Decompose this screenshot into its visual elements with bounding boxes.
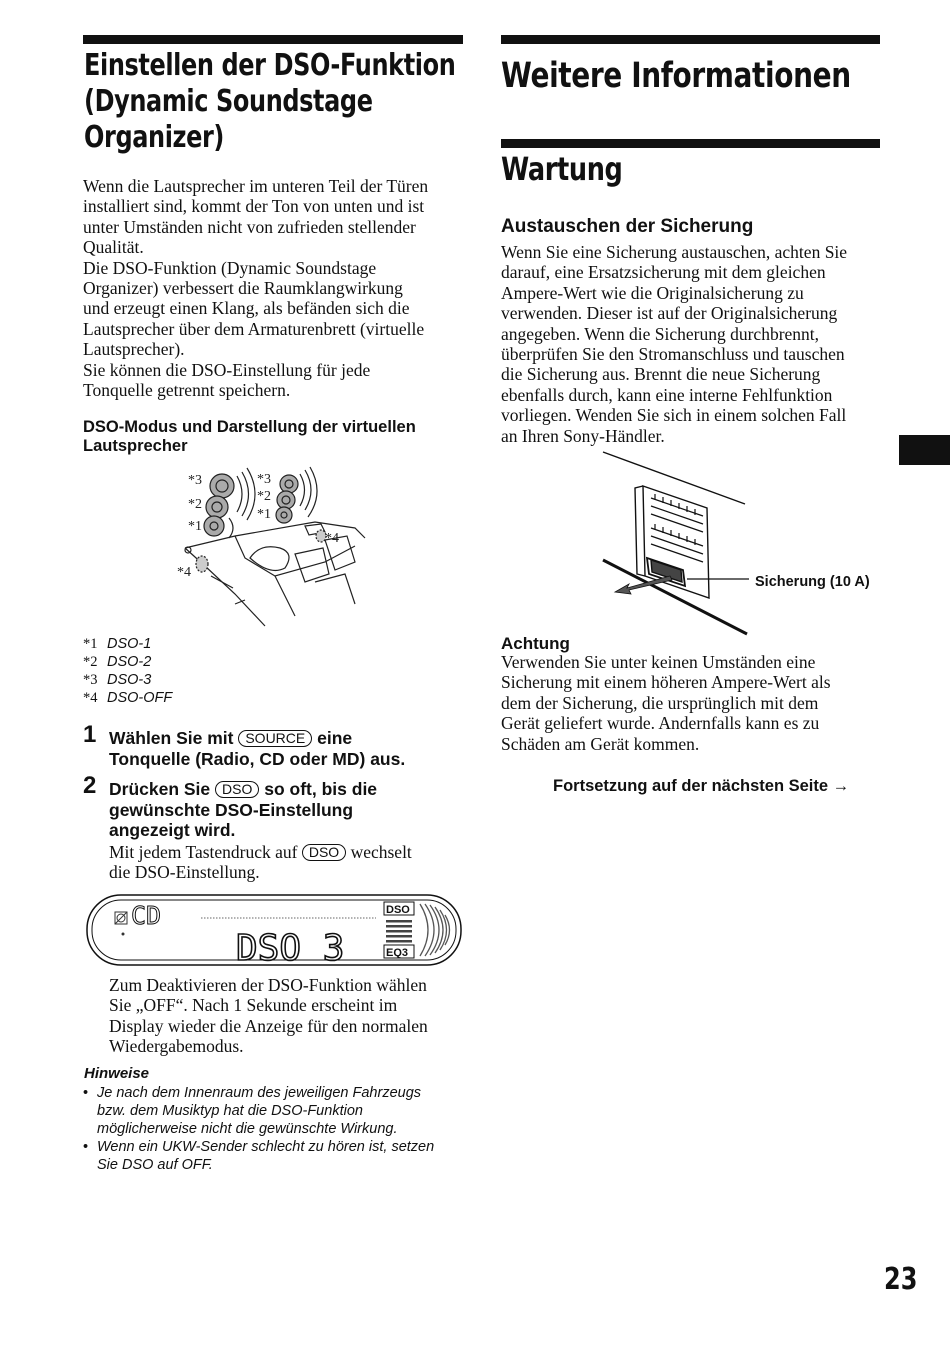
fuse-line: Ampere-Wert wie die Originalsicherung zu <box>501 282 804 303</box>
diagram-marker: *1 <box>188 519 202 534</box>
intro-line: Wenn die Lautsprecher im unteren Teil der Türen <box>83 176 429 196</box>
fuse-line: überprüfen Sie den Stromanschluss und tauschen <box>501 344 845 365</box>
note-item <box>83 1084 468 1138</box>
left-title-rule <box>83 35 463 44</box>
step-2-detail-post: wechselt <box>350 842 412 862</box>
intro-line: Lautsprecher). <box>83 339 185 360</box>
diagram-marker: *4 <box>325 531 339 546</box>
continued-note <box>553 777 849 796</box>
step-2-line-2: gewünschte DSO-Einstellung <box>109 799 354 820</box>
note-line: bzw. dem Musiktyp hat die DSO-Funktion <box>97 1103 363 1119</box>
dso-mode-heading-line: DSO-Modus und Darstellung der virtuellen <box>83 418 416 436</box>
step-2-detail-line-2: die DSO-Einstellung. <box>109 862 260 883</box>
dso-off-line: Sie „OFF“. Nach 1 Sekunde erscheint im <box>109 995 398 1016</box>
dso-off-line: Zum Deaktivieren der DSO-Funktion wählen <box>109 975 427 995</box>
step-2-post: so oft, bis die <box>264 779 378 799</box>
intro-line: installiert sind, kommt der Ton von unten und ist <box>83 196 425 217</box>
dso-mode-heading <box>83 418 468 456</box>
footnote-mark: *4 <box>83 690 98 706</box>
step-1-text <box>109 728 469 769</box>
step-2-pre: Drücken Sie <box>109 779 211 799</box>
dso-footnotes <box>83 635 172 707</box>
footnote-mark: *1 <box>83 636 98 652</box>
fuse-line: darauf, eine Ersatzsicherung mit dem gleichen <box>501 262 826 283</box>
virtual-speaker-stack-left <box>204 468 255 538</box>
intro-line: und erzeugt einen Klang, als befänden sich die <box>83 298 410 319</box>
caution-line: dem der Sicherung, die ursprünglich mit dem <box>501 692 819 713</box>
caution-line: Verwenden Sie unter keinen Umständen eine <box>501 652 816 672</box>
intro-line: Sie können die DSO-Einstellung für jede <box>83 359 371 380</box>
fuse-line: angegeben. Wenn die Sicherung durchbrennt, <box>501 323 820 344</box>
step-2-detail-line-1 <box>109 842 469 862</box>
section-title: Wartung <box>501 150 623 188</box>
fuse-line: ebenfalls durch, kann eine interne Fehlfunktion <box>501 384 833 405</box>
footnote-label: DSO-3 <box>107 672 152 688</box>
footnote-label: DSO-2 <box>107 654 152 670</box>
dso-button: DSO <box>215 781 259 798</box>
diagram-marker: *3 <box>188 473 202 488</box>
note-line: • Wenn ein UKW-Sender schlecht zu hören ist, setzen <box>97 1139 435 1155</box>
diagram-marker: *2 <box>257 489 271 504</box>
dso-off-info <box>109 975 469 1057</box>
left-title-line-3: Organizer) <box>84 120 224 155</box>
dso-display-illustration <box>86 894 462 966</box>
footnote-label: DSO-1 <box>107 636 152 652</box>
source-button: SOURCE <box>238 730 312 747</box>
step-2-detail <box>109 842 469 883</box>
footnote-item <box>83 653 172 671</box>
left-title-line-1: Einstellen der DSO-Funktion <box>84 48 456 83</box>
fuse-line: vorliegen. Wenden Sie sich in einem solchen Fall <box>501 405 847 426</box>
fuse-illustration <box>595 448 885 638</box>
display-dot <box>122 933 125 936</box>
caution-line: Gerät geliefert wurde. Andernfalls kann es zu <box>501 713 820 734</box>
display-source: CD <box>131 901 162 930</box>
footnote-item <box>83 689 172 707</box>
step-2-number: 2 <box>83 772 97 799</box>
note-line: • Je nach dem Innenraum des jeweiligen Fahrzeugs <box>97 1085 422 1101</box>
virtual-speaker-stack-right <box>276 467 317 523</box>
caution-line: Sicherung mit einem höheren Ampere-Wert als <box>501 672 831 693</box>
fuse-label: Sicherung (10 A) <box>755 574 870 590</box>
door-speaker-left <box>196 556 208 572</box>
intro-line: Organizer) verbessert die Raumklangwirkung <box>83 278 403 299</box>
caution-line: Schäden am Gerät kommen. <box>501 733 700 754</box>
note-item <box>83 1138 468 1174</box>
chapter-tab-marker <box>899 435 950 465</box>
footnote-item <box>83 671 172 689</box>
step-1-line-2: Tonquelle (Radio, CD oder MD) aus. <box>109 748 406 769</box>
intro-line: Lautsprecher über dem Armaturenbrett (virtuelle <box>83 318 425 339</box>
diagram-marker: *2 <box>188 497 202 512</box>
step-2-text <box>109 779 469 841</box>
continued-text: Fortsetzung auf der nächsten Seite <box>553 777 829 795</box>
fuse-line: die Sicherung aus. Brennt die neue Sicherung <box>501 364 821 385</box>
caution-text <box>501 652 886 754</box>
step-2-line-3: angezeigt wird. <box>109 820 236 840</box>
dso-car-diagram <box>175 466 375 631</box>
step-1-line-1 <box>109 728 469 749</box>
intro-line: Die DSO-Funktion (Dynamic Soundstage <box>83 257 377 278</box>
caution-heading: Achtung <box>501 634 570 653</box>
step-1-pre: Wählen Sie mit <box>109 728 234 748</box>
footnote-mark: *2 <box>83 654 98 670</box>
diagram-marker: *4 <box>177 565 191 580</box>
footnote-mark: *3 <box>83 672 98 688</box>
intro-line: Tonquelle getrennt speichern. <box>83 380 291 401</box>
notes-heading: Hinweise <box>84 1065 150 1082</box>
fuse-heading: Austauschen der Sicherung <box>501 216 754 237</box>
step-1-post: eine <box>317 728 353 748</box>
dso-button-inline: DSO <box>302 844 346 861</box>
section-rule <box>501 139 880 148</box>
note-line: möglicherweise nicht die gewünschte Wirkung. <box>97 1121 398 1137</box>
dso-mode-heading-line: Lautsprecher <box>83 437 188 455</box>
display-badge-eq: EQ3 <box>386 947 409 959</box>
dso-off-line: Display wieder die Anzeige für den normalen <box>109 1015 428 1036</box>
dso-off-line: Wiedergabemodus. <box>109 1036 244 1057</box>
continued-arrow-icon: → <box>832 777 850 795</box>
intro-line: unter Umständen nicht von zufrieden stellender <box>83 216 416 237</box>
display-main: DSO 3 <box>236 928 345 966</box>
page-number: 23 <box>884 1262 918 1297</box>
fuse-line: Wenn Sie eine Sicherung austauschen, achten Sie <box>501 242 848 262</box>
fuse-line: an Ihren Sony-Händler. <box>501 425 665 446</box>
fuse-line: verwenden. Dieser ist auf der Originalsicherung <box>501 303 838 324</box>
intro-line: Qualität. <box>83 237 144 258</box>
chapter-title: Weitere Informationen <box>501 56 851 96</box>
footnote-label: DSO-OFF <box>107 690 173 706</box>
note-line: Sie DSO auf OFF. <box>97 1157 213 1173</box>
dso-intro <box>83 176 468 400</box>
step-2-line-1 <box>109 779 469 800</box>
footnote-item <box>83 635 172 653</box>
fuse-text <box>501 242 886 446</box>
chapter-rule <box>501 35 880 44</box>
left-title-line-2: (Dynamic Soundstage <box>84 84 373 119</box>
display-badge-dso: DSO <box>386 904 410 916</box>
diagram-marker: *3 <box>257 472 271 487</box>
step-2-detail-pre: Mit jedem Tastendruck auf <box>109 842 298 862</box>
diagram-marker: *1 <box>257 507 271 522</box>
notes-list <box>83 1084 468 1174</box>
step-1-number: 1 <box>83 721 97 748</box>
